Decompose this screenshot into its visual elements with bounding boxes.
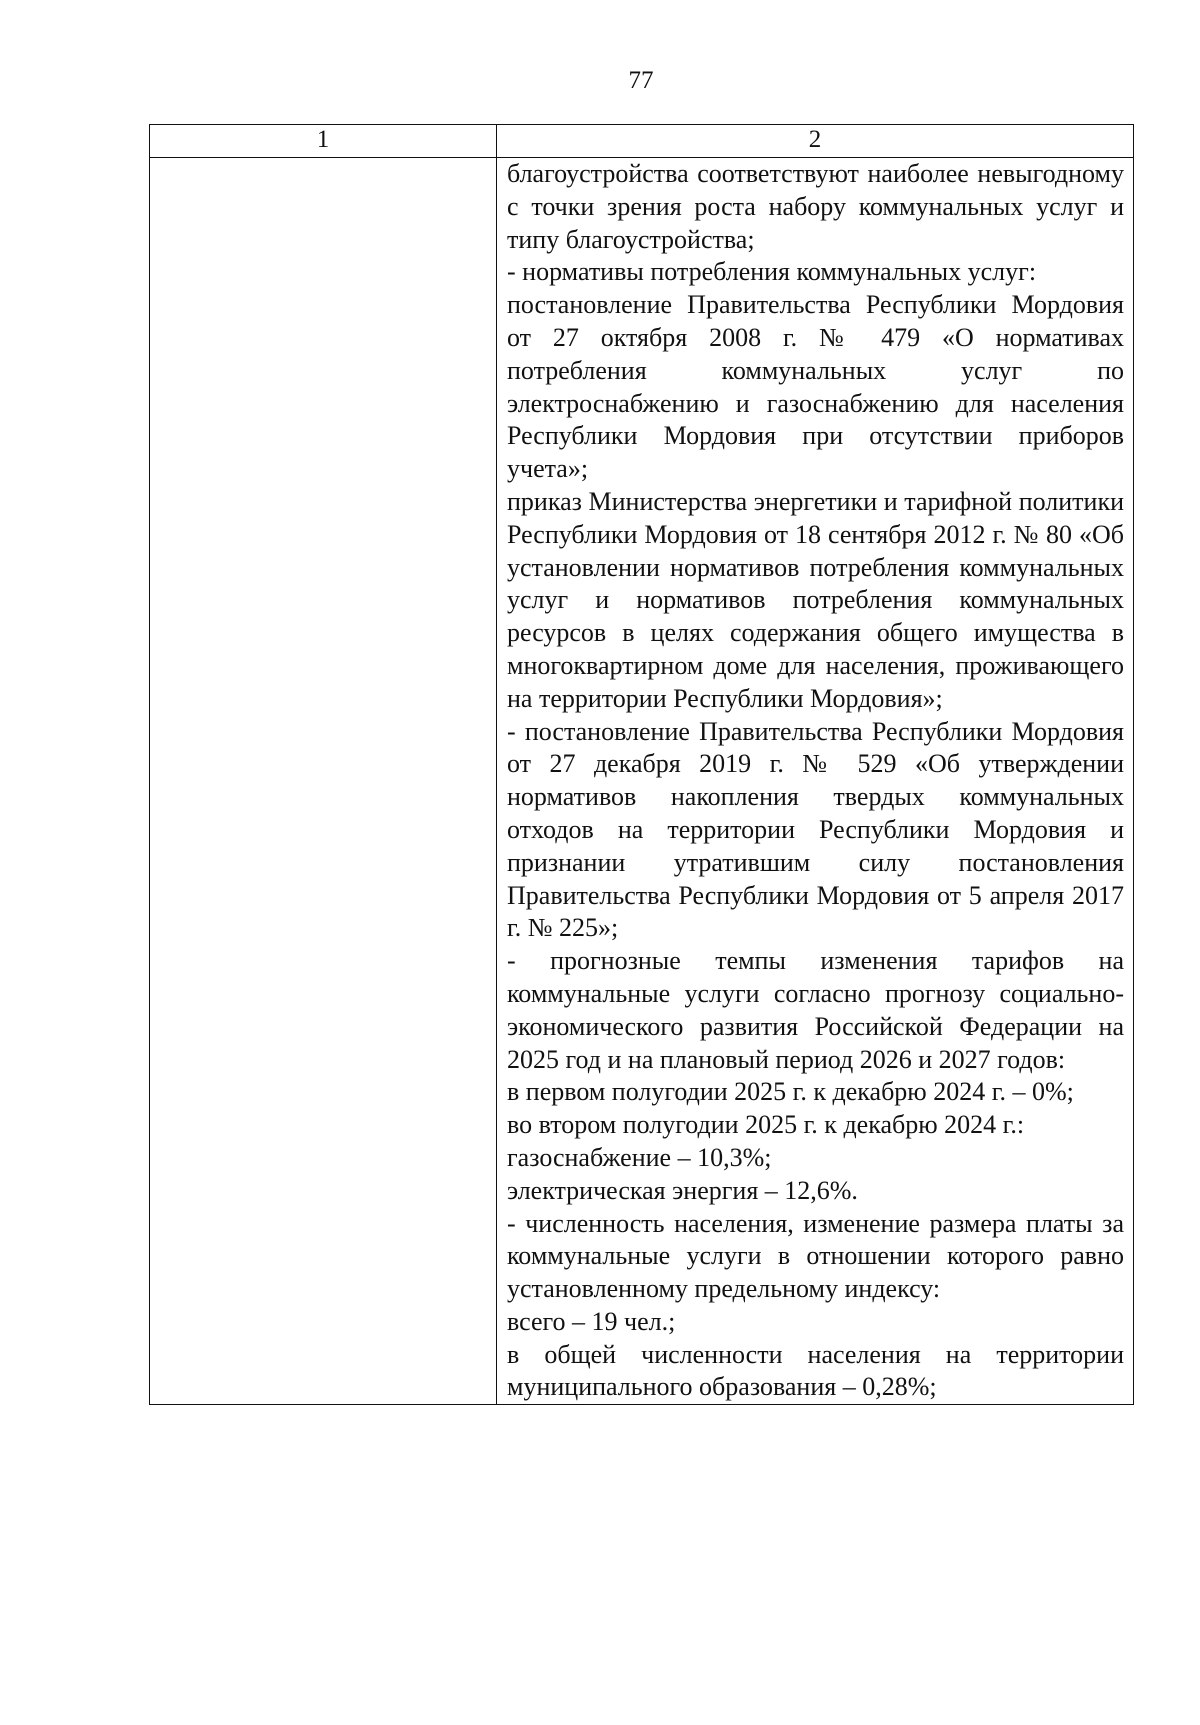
paragraph-population-share: в общей численности населения на территории муниципального образования – 0,28%;	[507, 1339, 1124, 1402]
table-cell-column-2	[497, 158, 1134, 1405]
table-header-row	[150, 125, 1134, 158]
paragraph-population-total: всего – 19 чел.;	[507, 1306, 676, 1336]
paragraph-population-heading: - численность населения, изменение размера платы за коммунальные услуги в отношении которого равно установленному предельному индексу:	[507, 1208, 1124, 1304]
paragraph-tariff-forecast: - прогнозные темпы изменения тарифов на коммунальные услуги согласно прогнозу социально-экономического развития Российской Федерации на 2025 год и на плановый период 2026 и 2027 годов:	[507, 946, 1124, 1074]
column-header-2: 2	[497, 125, 1134, 158]
page-number: 77	[628, 67, 654, 94]
table-row	[150, 158, 1134, 1405]
paragraph-first-half-2025: в первом полугодии 2025 г. к декабрю 2024 г. – 0%;	[507, 1077, 1074, 1107]
paragraph-gas-supply: газоснабжение – 10,3%;	[507, 1142, 772, 1172]
table-cell-column-1	[150, 158, 497, 1405]
column-header-1: 1	[150, 125, 497, 158]
paragraph-resolution-479: постановление Правительства Республики Мордовия от 27 октября 2008 г. № 479 «О нормативах потребления коммунальных услуг по электроснабжению и газоснабжению для населения Республики Мордовия при отсутствии приборов учета»;	[507, 290, 1124, 484]
paragraph-second-half-2025: во втором полугодии 2025 г. к декабрю 2024 г.:	[507, 1110, 1025, 1140]
paragraph-amenities: благоустройства соответствуют наиболее невыгодному с точки зрения роста набору коммунальных услуг и типу благоустройства;	[507, 159, 1124, 254]
document-table	[149, 124, 1134, 1405]
paragraph-order-80: приказ Министерства энергетики и тарифной политики Республики Мордовия от 18 сентября 2012 г. № 80 «Об установлении нормативов потребления коммунальных услуг и нормативов потребления коммунальных ресурсов в целях содержания общего имущества в многоквартирном доме для населения, проживающего на территории Республики Мордовия»;	[507, 486, 1124, 713]
paragraph-electric-energy: электрическая энергия – 12,6%.	[507, 1175, 858, 1205]
paragraph-consumption-norms-heading: - нормативы потребления коммунальных услуг:	[507, 257, 1037, 287]
paragraph-resolution-529: - постановление Правительства Республики Мордовия от 27 декабря 2019 г. № 529 «Об утверждении нормативов накопления твердых коммунальных отходов на территории Республики Мордовия и признании утратившим силу постановления Правительства Республики Мордовия от 5 апреля 2017 г. № 225»;	[507, 716, 1124, 943]
